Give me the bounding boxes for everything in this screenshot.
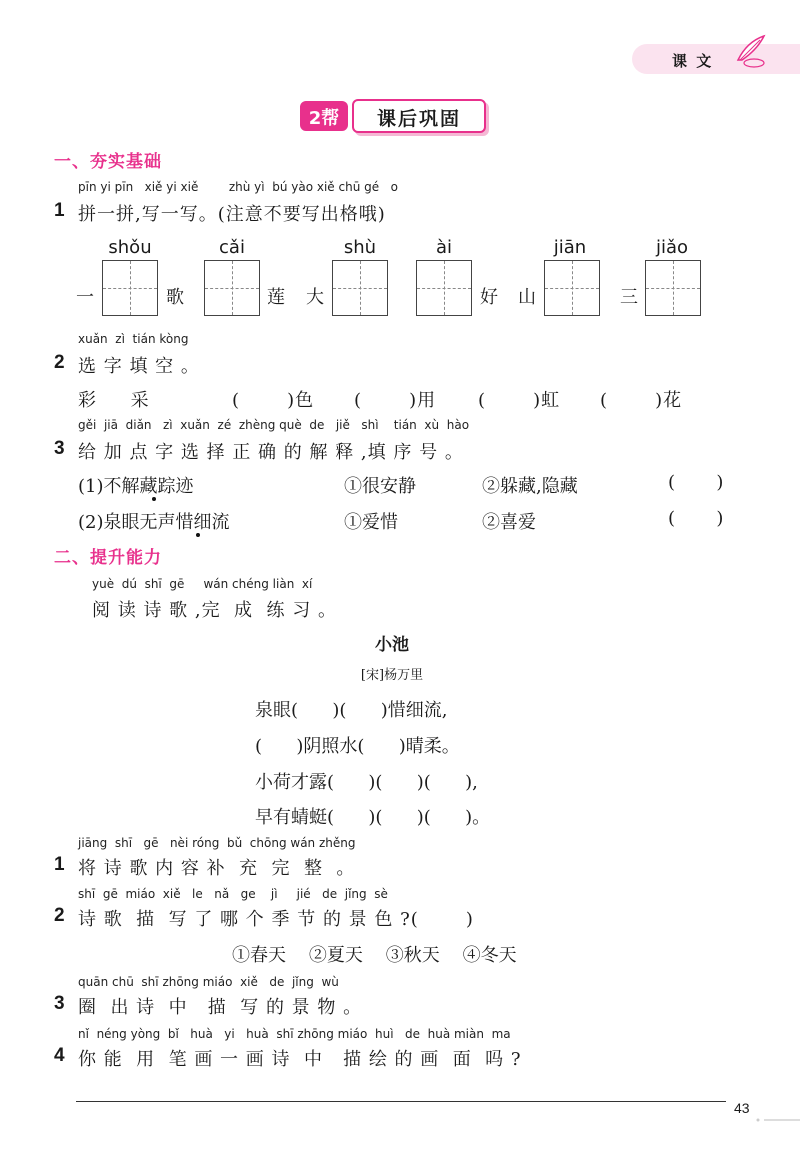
poem-line[interactable]: ( )阴照水( )晴柔。 bbox=[255, 736, 460, 757]
choice-chars: 彩 采 bbox=[78, 390, 150, 411]
poem-line[interactable]: 早有蜻蜓( )( )( )。 bbox=[255, 807, 491, 828]
sub-question: (2)泉眼无声惜细流 bbox=[78, 512, 230, 533]
writing-box[interactable] bbox=[204, 260, 260, 316]
question-text: 选 字 填 空 。 bbox=[78, 356, 200, 377]
answer-options[interactable]: ①春天 ②夏天 ③秋天 ④冬天 bbox=[232, 945, 517, 966]
emphasis-dot bbox=[196, 533, 200, 537]
option[interactable]: ①爱惜 bbox=[344, 512, 398, 533]
pinyin-label: jiǎo bbox=[655, 237, 689, 258]
option[interactable]: ①很安静 bbox=[344, 476, 416, 497]
header-tab bbox=[632, 44, 800, 74]
writing-box[interactable] bbox=[416, 260, 472, 316]
question-pinyin: gěi jiā diǎn zì xuǎn zé zhèng què de jiě shì tián xù hào bbox=[78, 418, 470, 432]
question-pinyin: jiāng shī gē nèi róng bǔ chōng wán zhěng bbox=[78, 836, 356, 850]
writing-box[interactable] bbox=[645, 260, 701, 316]
footer-rule bbox=[76, 1101, 726, 1102]
question-text: 拼一拼,写一写。(注意不要写出格哦) bbox=[78, 204, 386, 225]
question-text: 将 诗 歌 内 容 补 充 完 整 。 bbox=[78, 858, 356, 879]
char: 好 bbox=[480, 287, 498, 308]
blank-item[interactable]: ( )虹 bbox=[478, 390, 561, 411]
char: 山 bbox=[518, 287, 536, 308]
question-text: 给 加 点 字 选 择 正 确 的 解 释 ,填 序 号 。 bbox=[78, 442, 464, 463]
header-label: 课 文 bbox=[672, 52, 714, 70]
question-number: 3 bbox=[54, 993, 65, 1014]
pinyin-label: cǎi bbox=[219, 237, 245, 258]
question-number: 2 bbox=[54, 352, 65, 373]
option[interactable]: ②躲藏,隐藏 bbox=[482, 476, 578, 497]
char: 三 bbox=[620, 287, 638, 308]
blank-item[interactable]: ( )花 bbox=[600, 390, 683, 411]
question-pinyin: shī gē miáo xiě le nǎ ge jì jié de jǐng sè bbox=[78, 887, 388, 901]
page-number: 43 bbox=[734, 1100, 750, 1116]
question-pinyin: quān chū shī zhōng miáo xiě de jǐng wù bbox=[78, 975, 339, 989]
poem-line[interactable]: 小荷才露( )( )( ), bbox=[255, 772, 478, 793]
question-pinyin: nǐ néng yòng bǐ huà yi huà shī zhōng miáo huì de huà miàn ma bbox=[78, 1027, 511, 1041]
question-pinyin: yuè dú shī gē wán chéng liàn xí bbox=[92, 577, 313, 591]
poem-author: [宋]杨万里 bbox=[360, 668, 424, 683]
blank-item[interactable]: ( )用 bbox=[354, 390, 437, 411]
question-pinyin: xuǎn zì tián kòng bbox=[78, 332, 189, 346]
writing-box[interactable] bbox=[332, 260, 388, 316]
blank-item[interactable]: ( )色 bbox=[232, 390, 315, 411]
question-text: 你 能 用 笔 画 一 画 诗 中 描 绘 的 画 面 吗 ? bbox=[78, 1049, 522, 1070]
pinyin-label: ài bbox=[435, 237, 453, 258]
writing-box[interactable] bbox=[102, 260, 158, 316]
question-pinyin: pīn yi pīn xiě yi xiě zhù yì bú yào xiě chū gé o bbox=[78, 180, 398, 194]
question-number: 1 bbox=[54, 200, 65, 221]
question-number: 3 bbox=[54, 438, 65, 459]
pinyin-label: jiān bbox=[553, 237, 587, 258]
question-number: 1 bbox=[54, 854, 65, 875]
char: 歌 bbox=[166, 287, 184, 308]
sub-question: (1)不解藏踪迹 bbox=[78, 476, 194, 497]
answer-parens[interactable]: ( ) bbox=[668, 472, 725, 493]
question-text: 阅 读 诗 歌 ,完 成 练 习 。 bbox=[92, 600, 337, 621]
page-title: 课后巩固 bbox=[376, 108, 461, 130]
section-title: 一、夯实基础 bbox=[54, 152, 162, 172]
poem-line[interactable]: 泉眼( )( )惜细流, bbox=[255, 700, 448, 721]
question-number: 2 bbox=[54, 905, 65, 926]
pinyin-label: shù bbox=[343, 237, 377, 258]
question-number: 4 bbox=[54, 1045, 65, 1066]
emphasis-dot bbox=[152, 497, 156, 501]
char: 一 bbox=[76, 287, 94, 308]
poem-title: 小池 bbox=[375, 635, 409, 655]
footer-dots bbox=[756, 1107, 800, 1111]
option[interactable]: ②喜爱 bbox=[482, 512, 536, 533]
char: 大 bbox=[306, 287, 324, 308]
question-text: 圈 出 诗 中 描 写 的 景 物 。 bbox=[78, 997, 363, 1018]
quill-icon bbox=[730, 34, 770, 68]
pinyin-label: shǒu bbox=[108, 237, 152, 258]
char: 莲 bbox=[267, 287, 285, 308]
title-badge-text: 2帮 bbox=[308, 108, 340, 129]
answer-parens[interactable]: ( ) bbox=[668, 508, 725, 529]
writing-box[interactable] bbox=[544, 260, 600, 316]
question-text: 诗 歌 描 写 了 哪 个 季 节 的 景 色 ?( ) bbox=[78, 909, 474, 930]
section-title: 二、提升能力 bbox=[54, 548, 162, 568]
